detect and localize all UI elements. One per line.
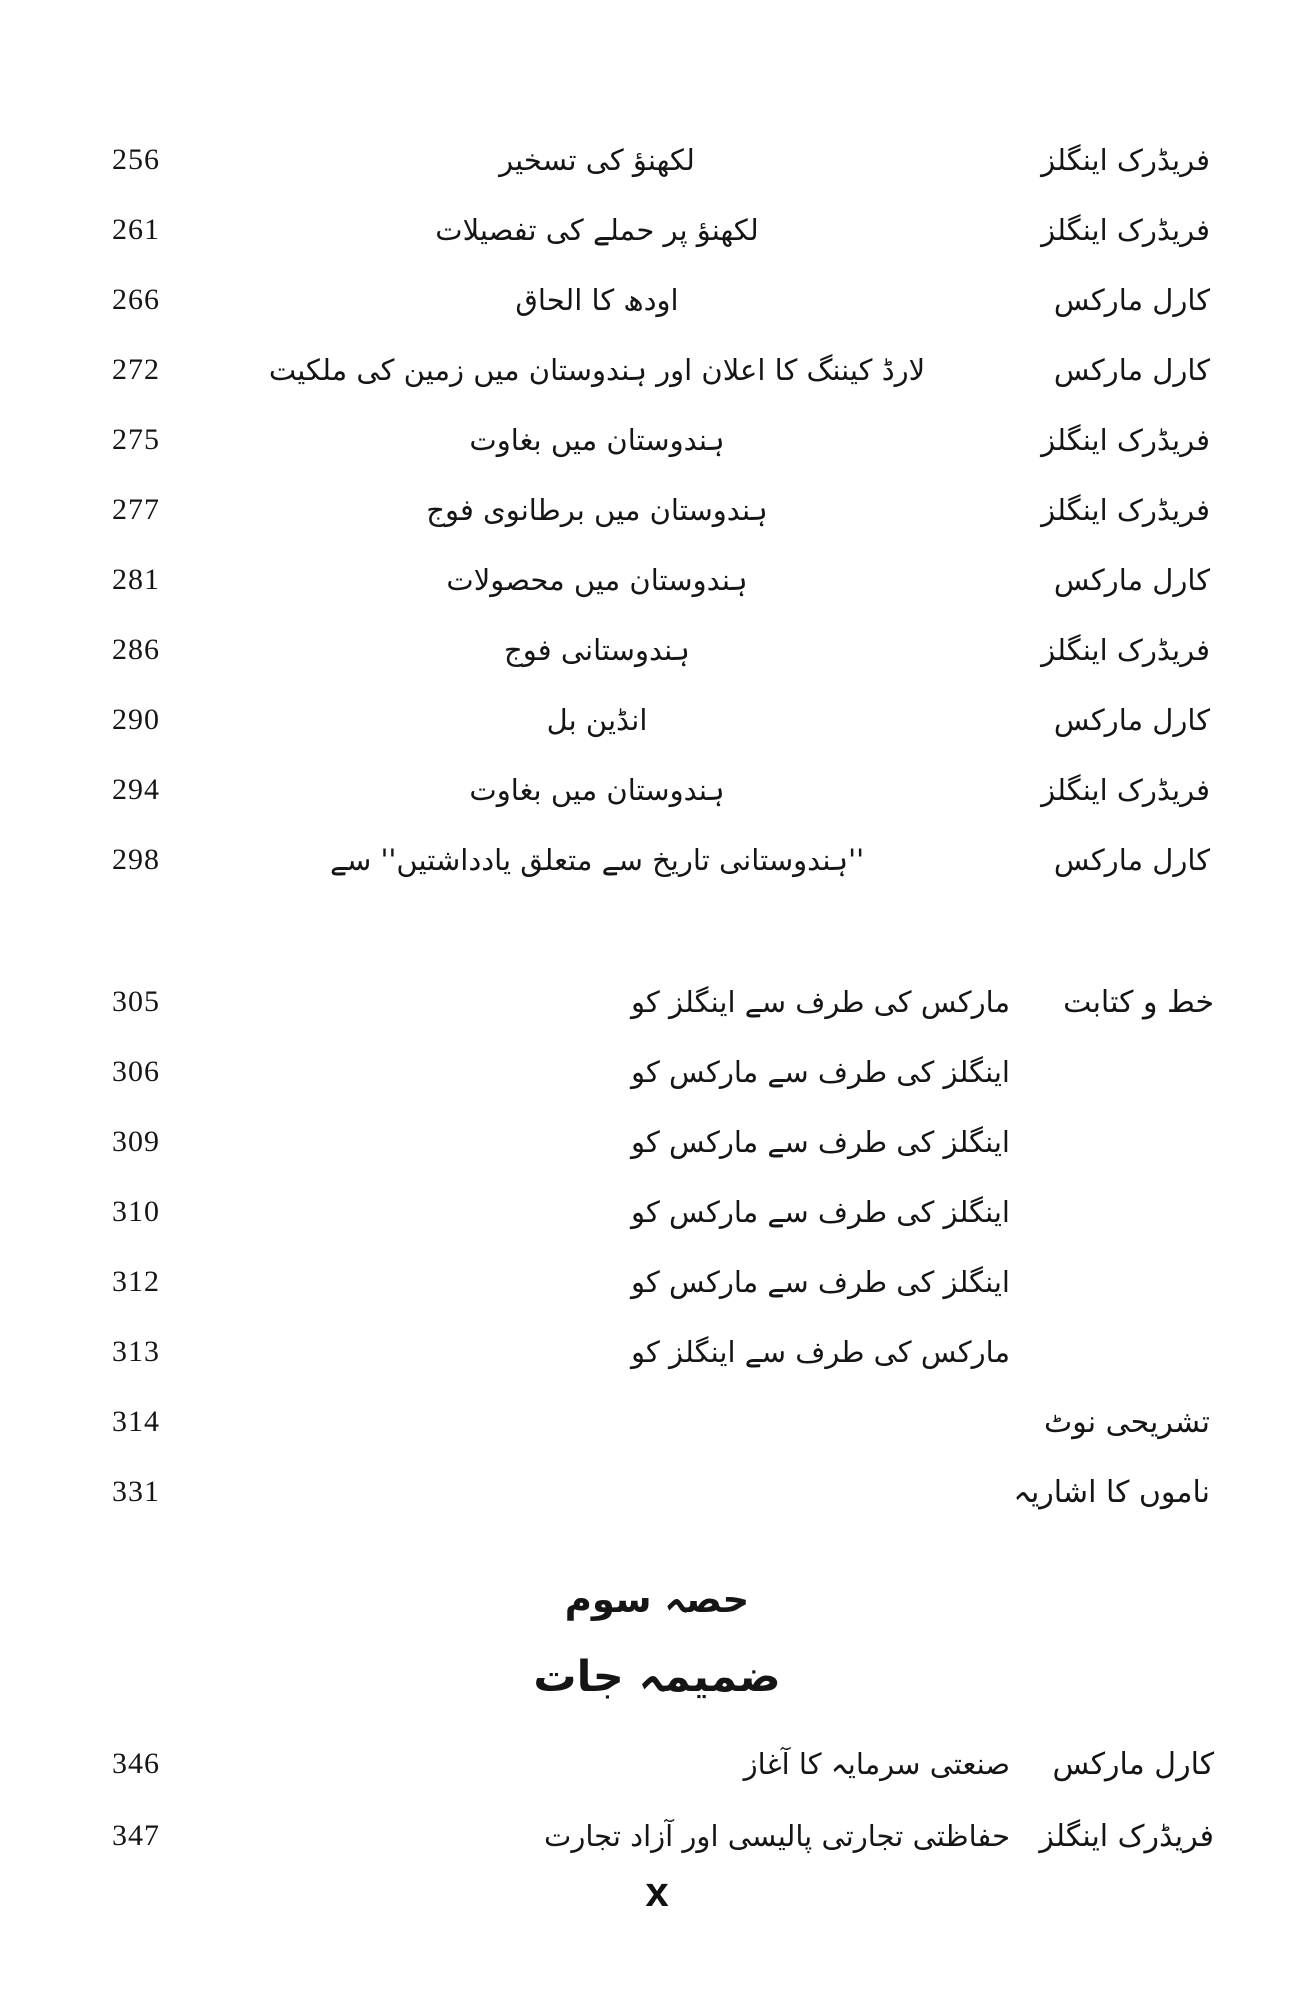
page-number: 313 bbox=[112, 1335, 160, 1368]
appendices-heading: ضمیمہ جات bbox=[533, 1652, 781, 1702]
work-author: فریڈرک اینگلز bbox=[1041, 773, 1210, 807]
toc-row bbox=[0, 1800, 1314, 1872]
page-number: 347 bbox=[112, 1819, 160, 1852]
page-number: 277 bbox=[112, 493, 160, 526]
work-title: ہندوستانی فوج bbox=[504, 633, 690, 667]
work-author: فریڈرک اینگلز bbox=[1041, 143, 1210, 177]
work-title: ہندوستان میں محصولات bbox=[446, 563, 748, 597]
page-number: 272 bbox=[112, 353, 160, 386]
toc-row bbox=[0, 405, 1314, 475]
toc-row bbox=[0, 1107, 1314, 1177]
work-author: کارل مارکس bbox=[1053, 703, 1210, 737]
work-author: فریڈرک اینگلز bbox=[1041, 423, 1210, 457]
work-title: ''ہندوستانی تاریخ سے متعلق یادداشتیں'' سے bbox=[329, 843, 865, 877]
back-matter-title: ناموں کا اشاریہ bbox=[1013, 1474, 1210, 1510]
work-title: انڈین بل bbox=[546, 703, 648, 737]
page-number: 314 bbox=[112, 1405, 160, 1438]
toc-row bbox=[0, 1247, 1314, 1317]
letter-title: مارکس کی طرف سے اینگلز کو bbox=[631, 1335, 1010, 1369]
page-number: 286 bbox=[112, 633, 160, 666]
toc-row bbox=[0, 967, 1314, 1037]
toc-row bbox=[0, 1728, 1314, 1800]
page-number: 266 bbox=[112, 283, 160, 316]
toc-row bbox=[0, 685, 1314, 755]
work-title: ہندوستان میں برطانوی فوج bbox=[426, 493, 768, 527]
work-title: لارڈ کیننگ کا اعلان اور ہندوستان میں زمین کی ملکیت bbox=[268, 353, 926, 387]
page-number: 305 bbox=[112, 985, 160, 1018]
work-title: ہندوستان میں بغاوت bbox=[469, 773, 725, 807]
toc-row bbox=[0, 475, 1314, 545]
page-number: 309 bbox=[112, 1125, 160, 1158]
appendix-title: حفاظتی تجارتی پالیسی اور آزاد تجارت bbox=[544, 1819, 1010, 1853]
page-number: 306 bbox=[112, 1055, 160, 1088]
page-number: 331 bbox=[112, 1475, 160, 1508]
work-title: اودھ کا الحاق bbox=[515, 283, 679, 317]
page-number: 281 bbox=[112, 563, 160, 596]
work-author: کارل مارکس bbox=[1053, 843, 1210, 877]
toc-row bbox=[0, 265, 1314, 335]
page-number: 346 bbox=[112, 1747, 160, 1780]
work-author: کارل مارکس bbox=[1053, 353, 1210, 387]
letter-title: اینگلز کی طرف سے مارکس کو bbox=[631, 1055, 1010, 1089]
appendix-author: فریڈرک اینگلز bbox=[1039, 1818, 1214, 1854]
work-author: فریڈرک اینگلز bbox=[1041, 633, 1210, 667]
appendix-author: کارل مارکس bbox=[1052, 1746, 1214, 1782]
works-list bbox=[0, 125, 1314, 895]
roman-page-mark: x bbox=[645, 1868, 669, 1915]
toc-row bbox=[0, 545, 1314, 615]
page-number: 310 bbox=[112, 1195, 160, 1228]
toc-row bbox=[0, 195, 1314, 265]
letter-title: اینگلز کی طرف سے مارکس کو bbox=[631, 1265, 1010, 1299]
letter-title: اینگلز کی طرف سے مارکس کو bbox=[631, 1125, 1010, 1159]
toc-row bbox=[0, 335, 1314, 405]
work-author: فریڈرک اینگلز bbox=[1041, 493, 1210, 527]
toc-row bbox=[0, 1457, 1314, 1527]
toc-row bbox=[0, 755, 1314, 825]
toc-row bbox=[0, 125, 1314, 195]
toc-row bbox=[0, 1177, 1314, 1247]
work-title: لکھنؤ کی تسخیر bbox=[499, 143, 695, 177]
page-number: 298 bbox=[112, 843, 160, 876]
work-author: فریڈرک اینگلز bbox=[1041, 213, 1210, 247]
correspondence-list bbox=[0, 967, 1314, 1527]
toc-row bbox=[0, 1387, 1314, 1457]
toc-row bbox=[0, 825, 1314, 895]
page-number: 275 bbox=[112, 423, 160, 456]
letter-title: مارکس کی طرف سے اینگلز کو bbox=[631, 985, 1010, 1019]
back-matter-title: تشریحی نوٹ bbox=[1043, 1404, 1210, 1440]
appendix-title: صنعتی سرمایہ کا آغاز bbox=[743, 1747, 1010, 1781]
page-number: 294 bbox=[112, 773, 160, 806]
page-number: 261 bbox=[112, 213, 160, 246]
work-title: ہندوستان میں بغاوت bbox=[469, 423, 725, 457]
toc-row bbox=[0, 1317, 1314, 1387]
appendices-list bbox=[0, 1728, 1314, 1872]
page-number: 290 bbox=[112, 703, 160, 736]
work-author: کارل مارکس bbox=[1053, 563, 1210, 597]
work-title: لکھنؤ پر حملے کی تفصیلات bbox=[435, 213, 759, 247]
part-heading: حصہ سوم bbox=[564, 1578, 750, 1621]
letter-title: اینگلز کی طرف سے مارکس کو bbox=[631, 1195, 1010, 1229]
toc-row bbox=[0, 1037, 1314, 1107]
page-number: 312 bbox=[112, 1265, 160, 1298]
correspondence-header: خط و کتابت bbox=[1063, 984, 1214, 1020]
page-number: 256 bbox=[112, 143, 160, 176]
work-author: کارل مارکس bbox=[1053, 283, 1210, 317]
toc-row bbox=[0, 615, 1314, 685]
